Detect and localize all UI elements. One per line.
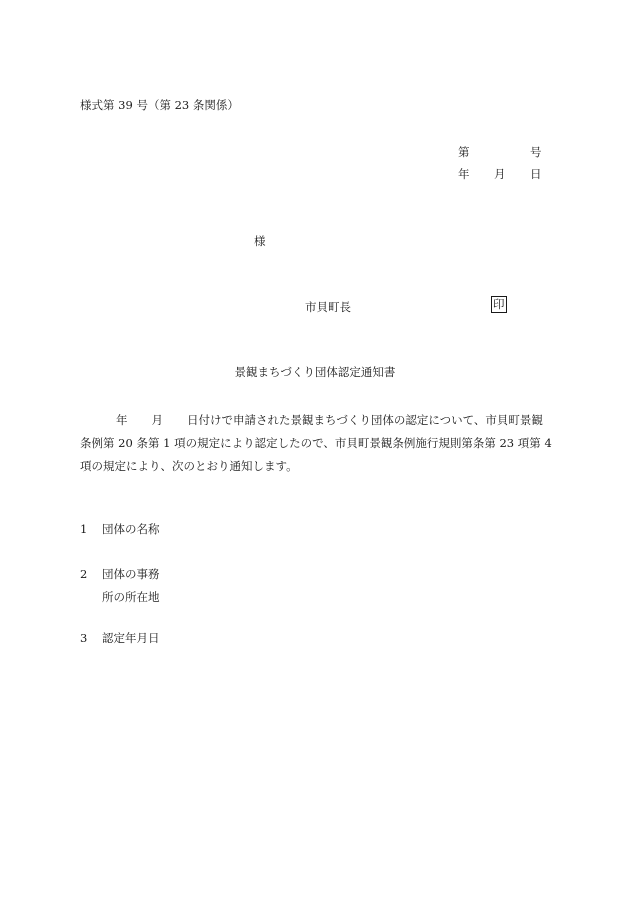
body-line-3: 項の規定により、次のとおり通知します。	[80, 459, 298, 473]
body-line-1	[80, 409, 560, 432]
date-year: 年	[458, 167, 470, 181]
issuer-title: 市貝町長	[305, 300, 351, 314]
seal-mark: 印	[493, 297, 505, 311]
body-line-1-text: 日付けで申請された景観まちづくり団体の認定について、市貝町景観	[187, 413, 543, 427]
body-line-2: 条例第 20 条第 1 項の規定により認定したので、市貝町景観条例施行規則第条第 23 項第 4	[80, 436, 552, 450]
number-suffix: 号	[530, 145, 542, 159]
item-number: 3	[80, 631, 88, 645]
item-label: 団体の事務	[102, 567, 160, 581]
date-month: 月	[494, 167, 506, 181]
addressee-honorific: 様	[254, 234, 266, 248]
item-certification-date	[80, 630, 160, 646]
item-label: 団体の名称	[102, 522, 160, 536]
item-label-continued: 所の所在地	[102, 590, 160, 604]
item-number: 1	[80, 522, 88, 536]
item-number: 2	[80, 567, 88, 581]
body-month: 月	[151, 413, 163, 427]
body-year: 年	[116, 413, 128, 427]
date-day: 日	[530, 167, 542, 181]
notice-body	[80, 409, 560, 478]
form-number: 様式第 39 号（第 23 条関係）	[80, 98, 239, 112]
item-office-location	[80, 566, 160, 582]
item-label: 認定年月日	[102, 631, 160, 645]
item-group-name	[80, 521, 160, 537]
number-prefix: 第	[458, 145, 470, 159]
document-title: 景観まちづくり団体認定通知書	[234, 365, 396, 379]
